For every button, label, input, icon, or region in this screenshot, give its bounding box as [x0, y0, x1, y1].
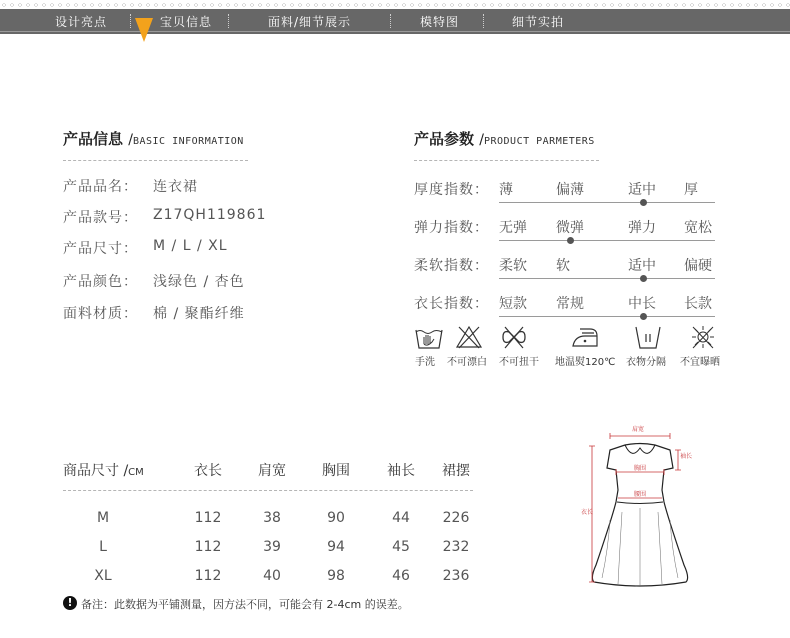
care-label: 地温熨120℃ — [555, 357, 616, 368]
scale-track — [499, 278, 715, 279]
dress-waistline — [617, 502, 663, 504]
size-table-cell: 39 — [263, 539, 281, 555]
scale-option: 偏硬 — [684, 258, 712, 274]
info-label: 产品颜色： — [63, 274, 138, 290]
size-table-cell: 98 — [327, 568, 345, 584]
scale-option: 软 — [556, 258, 570, 274]
divider — [63, 160, 248, 161]
size-column-header: 衣长 — [194, 463, 222, 479]
size-label: M — [96, 510, 110, 526]
size-column-header: 袖长 — [387, 463, 415, 479]
size-table-cell: 40 — [263, 568, 281, 584]
top-nav-bar — [0, 9, 790, 34]
info-value: 浅绿色 / 杏色 — [153, 274, 245, 290]
size-table-cell: 94 — [327, 539, 345, 555]
info-value: 棉 / 聚酯纤维 — [153, 306, 245, 322]
size-label: XL — [94, 568, 112, 584]
nav-separator — [390, 14, 391, 28]
shoulder-measure-line — [610, 433, 670, 439]
dress-collar — [625, 445, 655, 453]
params-subtitle: PRODUCT PARMETERS — [483, 136, 595, 147]
size-table-cell: 226 — [442, 510, 470, 526]
scale-option: 常规 — [556, 296, 584, 312]
nav-item-product-info[interactable]: 宝贝信息 — [160, 15, 213, 29]
size-table-divider — [63, 490, 473, 491]
scale-option: 中长 — [628, 296, 656, 312]
nav-item-design[interactable]: 设计亮点 — [55, 15, 108, 29]
scale-track — [499, 240, 715, 241]
dress-measurement-diagram — [580, 420, 700, 620]
scale-option: 适中 — [628, 182, 656, 198]
size-table-cell: 45 — [392, 539, 410, 555]
nav-decoration — [0, 0, 790, 9]
scale-track — [499, 202, 715, 203]
scale-option: 偏薄 — [556, 182, 584, 198]
param-label: 弹力指数： — [414, 220, 489, 236]
param-label: 柔软指数： — [414, 258, 489, 274]
scale-option: 长款 — [684, 296, 712, 312]
size-table-cell: 112 — [194, 510, 222, 526]
warning-icon: ! — [63, 596, 77, 610]
param-label: 厚度指数： — [414, 182, 489, 198]
size-table-title: 商品尺寸 — [63, 463, 119, 479]
nav-item-fabric-details[interactable]: 面料/细节展示 — [268, 15, 352, 29]
size-column-header: 肩宽 — [258, 463, 286, 479]
scale-option: 薄 — [499, 182, 513, 198]
nav-separator — [483, 14, 484, 28]
info-label: 产品款号： — [63, 210, 138, 226]
no-sun-dry-icon — [688, 324, 718, 350]
nav-underline — [0, 31, 790, 32]
info-label: 面料材质： — [63, 306, 138, 322]
heading-slash: / — [123, 463, 129, 479]
scale-option: 无弹 — [499, 220, 527, 236]
basic-info-title: 产品信息 — [63, 130, 124, 148]
info-label: 产品尺寸： — [63, 241, 138, 257]
info-value: Z17QH119861 — [153, 207, 267, 223]
care-label: 不可扭干 — [499, 357, 539, 368]
low-iron-icon — [570, 324, 600, 350]
diagram-label-length: 衣长 — [581, 509, 594, 516]
basic-info-heading — [63, 128, 244, 149]
nav-item-model[interactable]: 模特图 — [420, 15, 460, 29]
heading-slash: / — [128, 132, 133, 148]
size-table-cell: 112 — [194, 568, 222, 584]
nav-separator — [228, 14, 229, 28]
diagram-label-waist: 腰围 — [634, 491, 647, 498]
no-wring-icon — [499, 324, 529, 350]
care-label: 衣物分隔 — [626, 357, 666, 368]
size-table-heading — [63, 460, 144, 480]
size-table-cell: 112 — [194, 539, 222, 555]
info-label: 产品品名： — [63, 179, 138, 195]
no-bleach-icon — [454, 324, 484, 350]
size-table-unit: CM — [128, 467, 144, 478]
scale-option: 微弹 — [556, 220, 584, 236]
size-column-header: 裙摆 — [442, 463, 470, 479]
scale-option: 适中 — [628, 258, 656, 274]
dress-pleats — [602, 508, 678, 586]
measurement-note: 备注：此数据为平铺测量，因方法不同，可能会有 2-4cm 的误差。 — [81, 598, 409, 611]
scale-option: 厚 — [684, 182, 698, 198]
size-table-cell: 38 — [263, 510, 281, 526]
diagram-label-bust: 胸围 — [634, 465, 647, 472]
basic-info-subtitle: BASIC INFORMATION — [132, 136, 244, 147]
params-title: 产品参数 — [414, 130, 475, 148]
scale-option: 弹力 — [628, 220, 656, 236]
scale-indicator — [567, 237, 574, 244]
size-label: L — [99, 539, 107, 555]
params-heading — [414, 128, 595, 149]
size-table-cell: 46 — [392, 568, 410, 584]
heading-slash: / — [479, 132, 484, 148]
info-value: 连衣裙 — [153, 179, 198, 195]
nav-item-detail-shots[interactable]: 细节实拍 — [512, 15, 565, 29]
scale-indicator — [640, 313, 647, 320]
info-value: M / L / XL — [153, 238, 228, 254]
divider — [414, 160, 599, 161]
size-column-header: 胸围 — [322, 463, 350, 479]
hand-wash-icon — [414, 324, 444, 350]
nav-separator — [130, 14, 131, 28]
size-table-cell: 232 — [442, 539, 470, 555]
care-label: 不宜曝晒 — [680, 357, 720, 368]
param-label: 衣长指数： — [414, 296, 489, 312]
scale-option: 短款 — [499, 296, 527, 312]
care-label: 手洗 — [415, 357, 435, 368]
scale-indicator — [640, 275, 647, 282]
scale-indicator — [640, 199, 647, 206]
size-table-cell: 236 — [442, 568, 470, 584]
size-table-cell: 90 — [327, 510, 345, 526]
care-label: 不可漂白 — [447, 357, 487, 368]
diagram-label-sleeve: 袖长 — [680, 453, 693, 460]
size-table-cell: 44 — [392, 510, 410, 526]
nav-active-marker — [135, 18, 153, 42]
scale-option: 柔软 — [499, 258, 527, 274]
scale-option: 宽松 — [684, 220, 712, 236]
separate-wash-icon — [633, 324, 663, 350]
scale-track — [499, 316, 715, 317]
diagram-label-shoulder: 肩宽 — [632, 426, 645, 433]
